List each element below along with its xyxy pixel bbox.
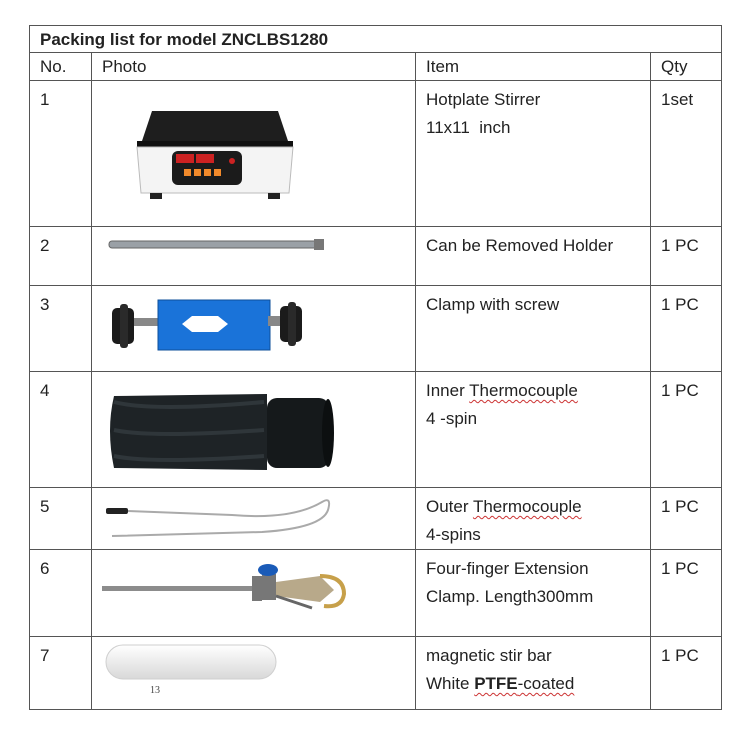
item-detail	[426, 670, 640, 698]
stir-bar-photo	[92, 637, 416, 710]
item-cell	[416, 81, 651, 227]
table-row	[30, 488, 722, 550]
item-name-word: Thermocouple	[469, 381, 578, 400]
hotplate-stirrer-photo	[92, 81, 416, 227]
table-row	[30, 372, 722, 488]
item-detail: 4-spins	[426, 525, 481, 544]
item-detail: Clamp. Length300mm	[426, 587, 594, 606]
item-detail: 11x11 inch	[426, 118, 511, 137]
item-detail: 4 -spin	[426, 409, 478, 428]
item-cell	[416, 488, 651, 550]
item-name-prefix: Outer	[426, 497, 473, 516]
item-detail-material: PTFE	[474, 674, 518, 693]
photo-cell	[92, 550, 416, 637]
packing-list-table	[29, 25, 722, 710]
item-cell	[416, 286, 651, 372]
row-number: 7	[30, 637, 92, 710]
header-qty: Qty	[651, 53, 722, 81]
header-no: No.	[30, 53, 92, 81]
photo-cell	[92, 637, 416, 710]
item-cell	[416, 550, 651, 637]
item-detail-suffix: -coated	[517, 674, 575, 693]
item-cell	[416, 372, 651, 488]
row-number: 3	[30, 286, 92, 372]
header-row	[30, 53, 722, 81]
photo-cell	[92, 488, 416, 550]
qty-cell: 1 PC	[651, 550, 722, 637]
qty-cell: 1 PC	[651, 286, 722, 372]
extension-clamp-photo	[92, 550, 416, 637]
item-name: Four-finger Extension	[426, 559, 589, 578]
item-name: Can be Removed Holder	[426, 236, 614, 255]
row-number: 4	[30, 372, 92, 488]
item-detail-prefix: White	[426, 674, 475, 693]
header-item: Item	[416, 53, 651, 81]
table-row	[30, 550, 722, 637]
photo-cell	[92, 227, 416, 286]
photo-cell	[92, 81, 416, 227]
photo-cell	[92, 286, 416, 372]
item-name-word: Thermocouple	[472, 497, 582, 516]
item-name	[426, 377, 640, 405]
item-name: Hotplate Stirrer	[426, 90, 541, 109]
table-row	[30, 286, 722, 372]
item-name	[426, 493, 640, 521]
table-row	[30, 637, 722, 710]
row-number: 2	[30, 227, 92, 286]
table-row	[30, 227, 722, 286]
qty-cell: 1 PC	[651, 227, 722, 286]
row-number: 5	[30, 488, 92, 550]
photo-cell	[92, 372, 416, 488]
table-title: Packing list for model ZNCLBS1280	[30, 26, 722, 53]
outer-thermocouple-photo	[92, 488, 416, 547]
header-photo: Photo	[92, 53, 416, 81]
item-cell	[416, 227, 651, 286]
qty-cell: 1 PC	[651, 372, 722, 488]
row-number: 1	[30, 81, 92, 227]
item-name: Clamp with screw	[426, 295, 560, 314]
holder-rod-photo	[92, 227, 416, 286]
qty-cell: 1 PC	[651, 637, 722, 710]
item-name-prefix: Inner	[426, 381, 470, 400]
item-cell	[416, 637, 651, 710]
inner-thermocouple-photo	[92, 372, 416, 488]
qty-cell: 1 PC	[651, 488, 722, 550]
row-number: 6	[30, 550, 92, 637]
qty-cell: 1set	[651, 81, 722, 227]
item-name: magnetic stir bar	[426, 646, 552, 665]
table-row	[30, 81, 722, 227]
photo-caption: 13	[150, 685, 160, 696]
clamp-screw-photo	[92, 286, 416, 372]
